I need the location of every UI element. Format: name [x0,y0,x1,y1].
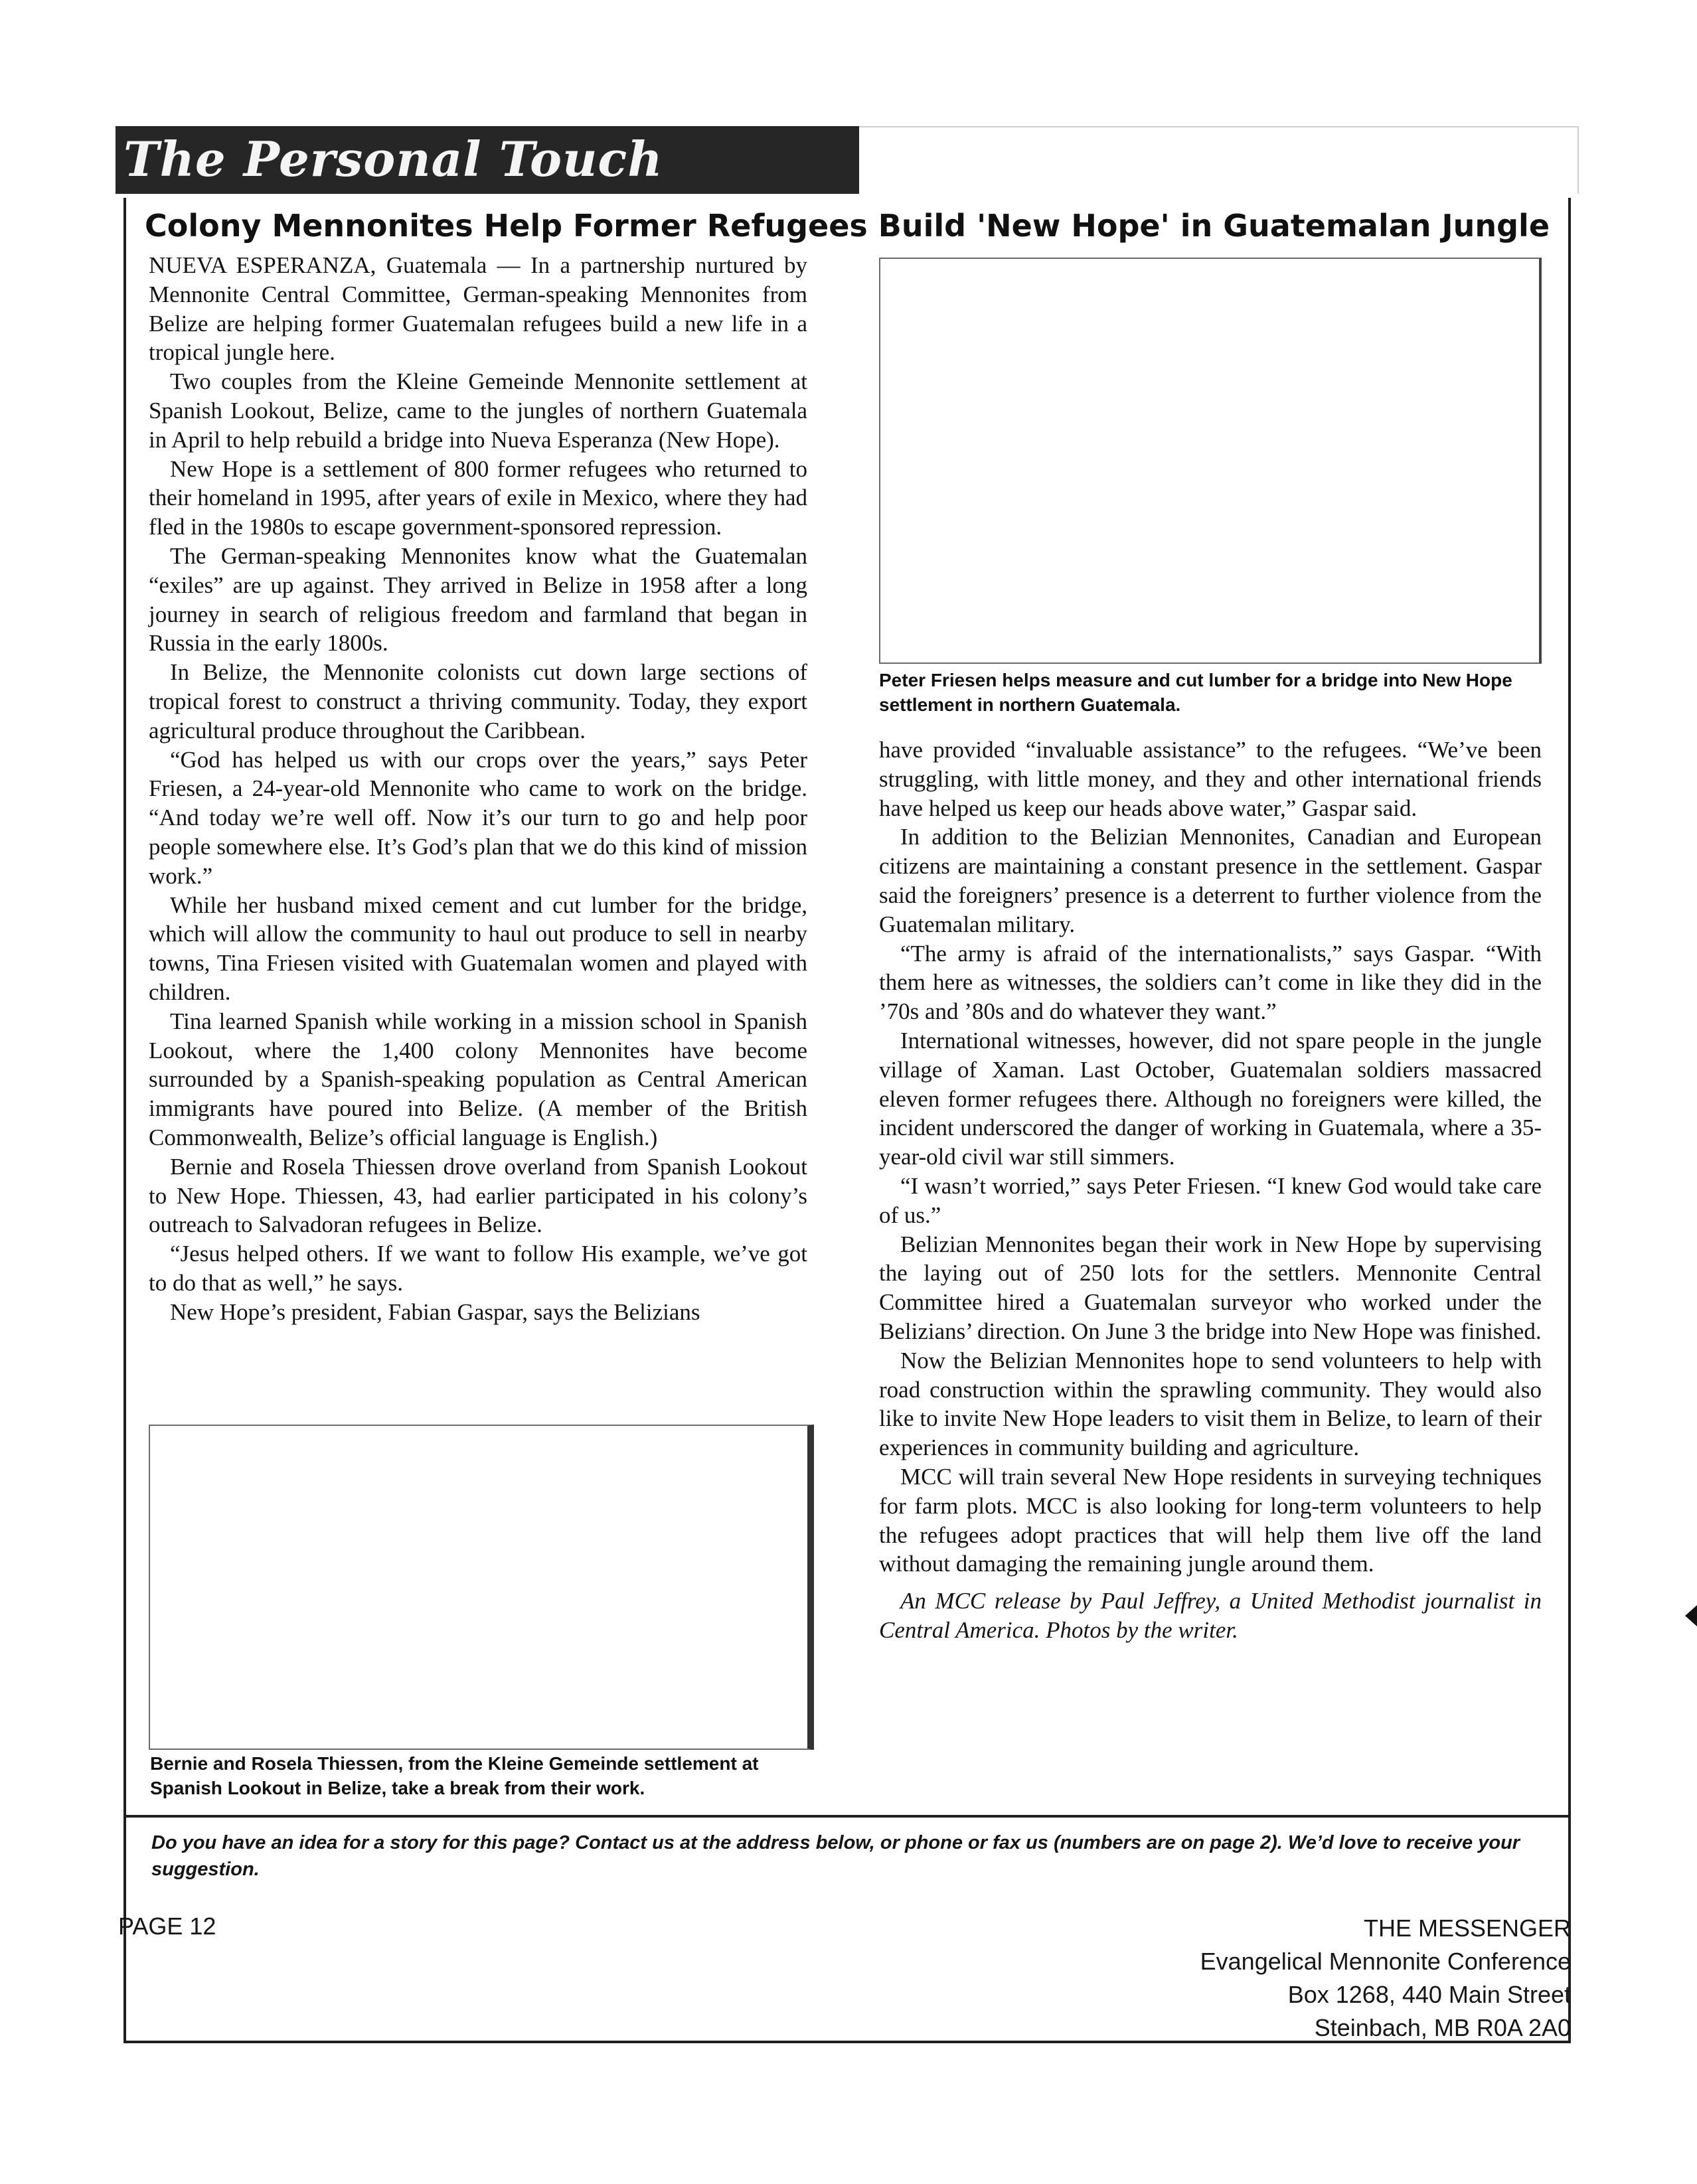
photo-peter-friesen [879,258,1542,664]
street-address: Box 1268, 440 Main Street [1287,1981,1571,2008]
paragraph: In addition to the Belizian Mennonites, Canadian and European citizens are maintaining a constant presence in the settlement. Gaspar said the foreigners’ presence is a deterrent to further violence from the Guatemalan military. [879,824,1542,937]
paragraph: New Hope is a settlement of 800 former refugees who returned to their homeland in 1995, after years of exile in Mexico, where they had fled in the 1980s to escape government-sponsored repression. [149,455,807,540]
paragraph: “The army is afraid of the internationalists,” says Gaspar. “With them here as witnesses, the soldiers can’t come in like they did in the ’70s and ’80s and do whatever they want.” [879,940,1542,1025]
publication-name: THE MESSENGER [1363,1914,1571,1942]
photo-thiessens [149,1425,814,1750]
paragraph: Bernie and Rosela Thiessen drove overland from Spanish Lookout to New Hope. Thiessen, 43, had earlier participated in his colony’s outreach to Salvadoran refugees in Belize. [149,1153,807,1238]
paragraph: While her husband mixed cement and cut lumber for the bridge, which will allow the community to haul out produce to sell in nearby towns, Tina Friesen visited with Guatemalan women and played with children. [149,892,807,1005]
article-headline: Colony Mennonites Help Former Refugees Build 'New Hope' in Guatemalan Jungle [144,208,1550,244]
paragraph: MCC will train several New Hope residents in surveying techniques for farm plots. MCC is also looking for long-term volunteers to help the refugees adopt practices that will help them live off the land without damaging the remaining jungle around them. [879,1463,1542,1577]
paragraph: “God has helped us with our crops over the years,” says Peter Friesen, a 24-year-old Mennonite who came to work on the bridge. “And today we’re well off. Now it’s our turn to go and help poor people somewhere else. It’s God’s plan that we do this kind of mission work.” [149,746,807,889]
paragraph: Belizian Mennonites began their work in New Hope by supervising the laying out of 250 lots for the settlers. Mennonite Central Committee hired a Guatemalan surveyor who worked under the Belizians’ direction. On June 3 the bridge into New Hope was finished. [879,1231,1542,1344]
story-idea-note: Do you have an idea for a story for this page? Contact us at the address below, or phone or fax us (numbers are on page 2). We’d love to receive your suggestion. [151,1832,1520,1880]
note-divider [123,1815,1571,1818]
city-address: Steinbach, MB R0A 2A0 [1314,2014,1571,2041]
left-column [149,251,807,1326]
page-number: PAGE 12 [118,1912,216,1940]
section-banner-title: The Personal Touch [123,131,663,187]
paragraph: Two couples from the Kleine Gemeinde Mennonite settlement at Spanish Lookout, Belize, came to the jungles of northern Guatemala in April to help rebuild a bridge into Nueva Esperanza (New Hope). [149,368,807,453]
edge-marker-icon [1685,1605,1697,1626]
paragraph: have provided “invaluable assistance” to the refugees. “We’ve been struggling, with little money, and they and other international friends have helped us keep our heads above water,” Gaspar said. [879,737,1542,821]
paragraph: “Jesus helped others. If we want to follow His example, we’ve got to do that as well,” he says. [149,1241,807,1296]
photo-caption-left: Bernie and Rosela Thiessen, from the Kleine Gemeinde settlement at Spanish Lookout in Belize, take a break from their work. [150,1753,759,1798]
paragraph: NUEVA ESPERANZA, Guatemala — In a partnership nurtured by Mennonite Central Committee, German-speaking Mennonites from Belize are helping former Guatemalan refugees build a new life in a tropical jungle here. [149,252,807,366]
paragraph: International witnesses, however, did not spare people in the jungle village of Xaman. Last October, Guatemalan soldiers massacred eleven former refugees there. Although no foreigners were killed, the incident underscored the danger of working in Guatemala, where a 35-year-old civil war still simmers. [879,1027,1542,1170]
right-column [879,736,1542,1645]
section-banner [116,126,859,194]
mailing-address [1200,1912,1571,2045]
paragraph: The German-speaking Mennonites know what the Guatemalan “exiles” are up against. They arrived in Belize in 1958 after a long journey in search of religious freedom and farmland that began in Russia in the early 1800s. [149,542,807,657]
organization-name: Evangelical Mennonite Conference [1200,1948,1571,1975]
paragraph: “I wasn’t worried,” says Peter Friesen. “I knew God would take care of us.” [879,1172,1542,1228]
paragraph: Tina learned Spanish while working in a mission school in Spanish Lookout, where the 1,400 colony Mennonites have become surrounded by a Spanish-speaking population as Central American immigrants have poured into Belize. (A member of the British Commonwealth, Belize’s official language is English.) [149,1008,807,1150]
paragraph: New Hope’s president, Fabian Gaspar, says the Belizians [170,1298,700,1325]
banner-rule [859,126,1579,194]
photo-caption-right: Peter Friesen helps measure and cut lumber for a bridge into New Hope settlement in northern Guatemala. [879,670,1512,715]
paragraph: In Belize, the Mennonite colonists cut down large sections of tropical forest to construct a thriving community. Today, they export agricultural produce throughout the Caribbean. [149,659,807,743]
paragraph: Now the Belizian Mennonites hope to send volunteers to help with road construction within the sprawling community. They would also like to invite New Hope leaders to visit them in Belize, to learn of their experiences in community building and agriculture. [879,1347,1542,1461]
article-credit: An MCC release by Paul Jeffrey, a United Methodist journalist in Central America. Photos by the writer. [879,1588,1542,1643]
